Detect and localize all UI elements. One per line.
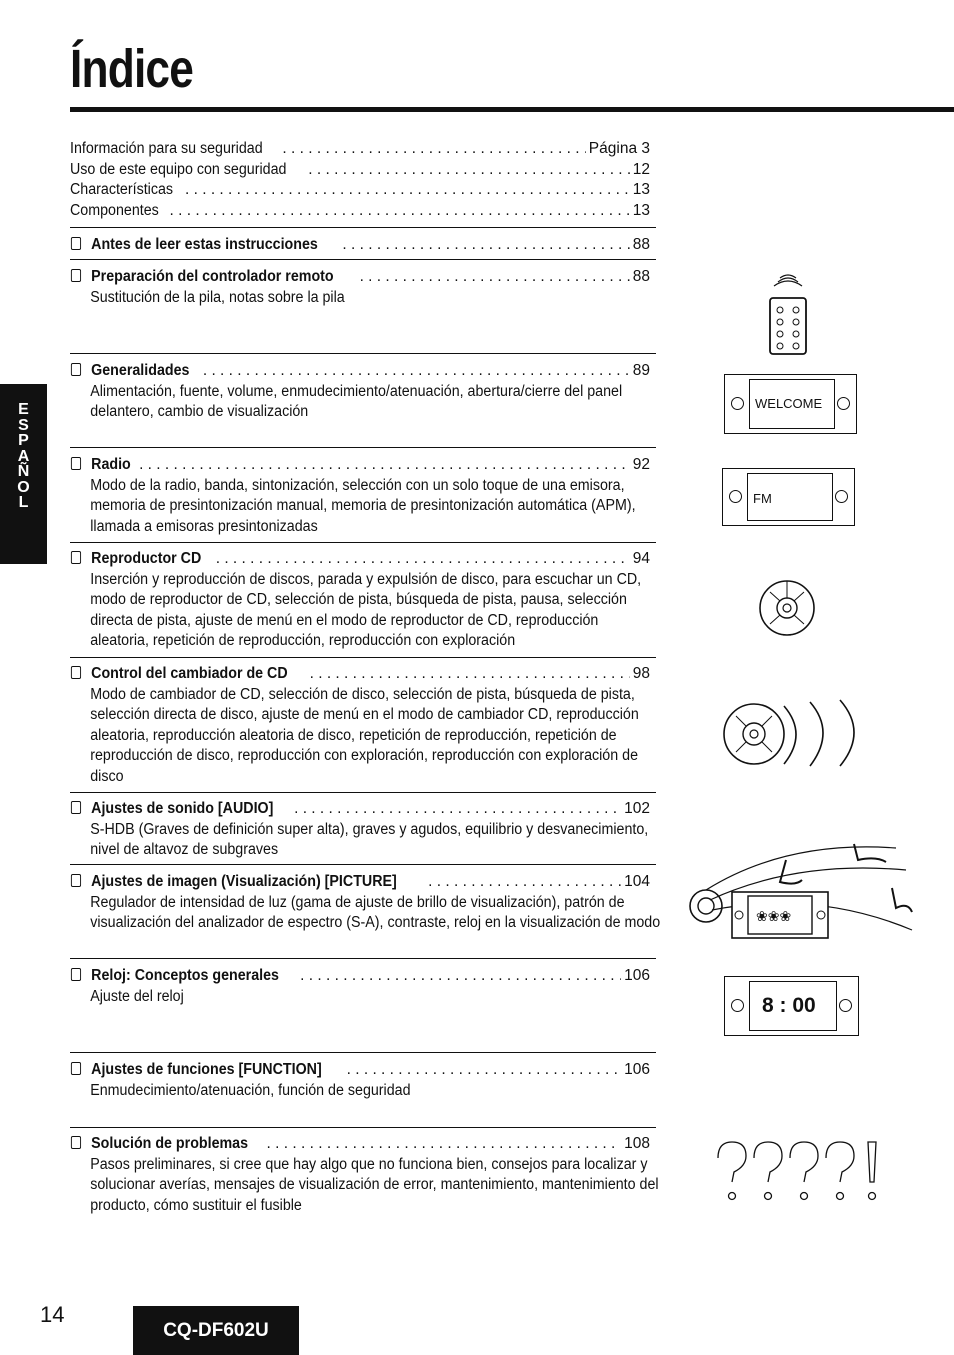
title-rule <box>70 107 954 112</box>
toc-section-description: Pasos preliminares, si cree que hay algo que no funciona bien, consejos para localizar y solucionar averías, mensajes de visualización de error, mantenimiento, mantenimiento del producto, cómo sustituir el fusible <box>90 1155 659 1214</box>
toc-section-label: Generalidades <box>91 362 190 379</box>
toc-section-page: 98 <box>632 665 650 682</box>
intro-list <box>70 139 650 221</box>
toc-section-page: 88 <box>632 236 650 253</box>
knob-icon <box>839 999 852 1012</box>
section-divider <box>70 958 656 959</box>
checkbox-icon <box>71 363 81 376</box>
toc-section-label: Preparación del controlador remoto <box>91 268 334 285</box>
knob-icon <box>837 397 850 410</box>
checkbox-icon <box>71 269 81 282</box>
toc-section-label: Antes de leer estas instrucciones <box>91 236 318 253</box>
model-label: CQ-DF602U <box>133 1306 299 1355</box>
toc-section <box>70 1060 650 1101</box>
sound-wave-icon <box>676 830 914 946</box>
knob-icon <box>731 999 744 1012</box>
toc-entry-page: 13 <box>632 181 650 199</box>
toc-section-page: 108 <box>624 1135 650 1152</box>
toc-section-heading[interactable] <box>70 267 650 288</box>
language-tab-letter: E <box>18 401 29 418</box>
toc-entry-page: Página 3 <box>588 140 650 157</box>
toc-section-page: 102 <box>624 800 650 817</box>
checkbox-icon <box>71 551 81 564</box>
checkbox-icon <box>71 968 81 981</box>
toc-section-label: Solución de problemas <box>91 1135 249 1152</box>
toc-entry-label: Información para su seguridad <box>70 140 263 157</box>
toc-section-description: Modo de la radio, banda, sintonización, selección con un solo toque de una emisora, memoria de presintonización manual, memoria de presintonización automática (APM), llamada a emisoras presintonizadas <box>90 476 636 535</box>
toc-section-page: 89 <box>632 362 650 379</box>
toc-section <box>70 267 650 308</box>
toc-section-page: 92 <box>632 456 650 473</box>
toc-section-page: 88 <box>632 268 650 285</box>
toc-section-heading[interactable] <box>70 549 650 570</box>
toc-section-page: 106 <box>624 1061 650 1078</box>
toc-section-label: Control del cambiador de CD <box>91 665 288 682</box>
toc-section-label: Ajustes de imagen (Visualización) [PICTURE] <box>91 873 397 890</box>
checkbox-icon <box>71 801 81 814</box>
language-tab-letter: L <box>18 494 29 511</box>
display-text: WELCOME <box>755 396 823 411</box>
cd-changer-icon <box>718 694 882 768</box>
checkbox-icon <box>71 1062 81 1075</box>
knob-icon <box>729 490 742 503</box>
language-tab-letter: S <box>18 416 29 434</box>
svg-text:❀❀❀: ❀❀❀ <box>756 909 792 925</box>
toc-entry-label: Uso de este equipo con seguridad <box>70 160 287 178</box>
toc-section-label: Radio <box>91 456 131 473</box>
clock-display <box>724 976 859 1036</box>
toc-section-label: Ajustes de funciones [FUNCTION] <box>91 1061 322 1078</box>
toc-section-page: 104 <box>624 873 650 890</box>
toc-section-description: Modo de cambiador de CD, selección de disco, selección de pista, búsqueda de pista, selección directa de disco, ajuste de menú en el modo de cambiador CD, reproducción aleatoria, reproducción aleatoria de disco, repetición de reproducción, repetición de reproducción de disco, reproducción con exploración, reproducción con exploración de disco <box>90 685 639 785</box>
toc-entry[interactable] <box>70 180 650 201</box>
section-divider <box>70 1127 656 1128</box>
section-divider <box>70 447 656 448</box>
toc-section-heading[interactable] <box>70 664 650 685</box>
knob-icon <box>835 490 848 503</box>
toc-entry[interactable] <box>70 139 650 160</box>
toc-section-description: Alimentación, fuente, volume, enmudecimiento/atenuación, abertura/cierre del panel delantero, cambio de visualización <box>90 382 623 421</box>
page-number: 14 <box>40 1302 65 1327</box>
question-marks-icon <box>712 1138 882 1204</box>
toc-section <box>70 1134 659 1216</box>
toc-section <box>70 361 650 423</box>
checkbox-icon <box>71 237 81 250</box>
section-divider <box>70 792 656 793</box>
toc-section <box>70 966 650 1007</box>
toc-section-description: Ajuste del reloj <box>90 987 184 1005</box>
language-tab <box>0 384 47 564</box>
toc-section-description: Inserción y reproducción de discos, parada y expulsión de disco, para escuchar un CD, modo de reproductor de CD, selección de pista, búsqueda de pista, pausa, selección directa de pista, ajuste de menú en el modo de reproductor de CD, reproducción aleatoria, repetición de reproducción, reproducción con exploración <box>90 570 642 650</box>
section-divider <box>70 542 656 543</box>
section-divider <box>70 353 656 354</box>
toc-entry-label: Characterísticas <box>70 181 174 199</box>
toc-section <box>70 235 650 256</box>
checkbox-icon <box>71 457 81 470</box>
toc-section <box>70 799 650 861</box>
language-tab-letter: A <box>17 447 30 465</box>
toc-section <box>70 872 661 934</box>
toc-section-page: 94 <box>632 550 650 567</box>
fm-display <box>722 468 855 526</box>
toc-entry[interactable] <box>70 160 650 181</box>
toc-entry-label: Componentes <box>70 201 159 219</box>
toc-section-page: 106 <box>624 967 650 984</box>
knob-icon <box>731 397 744 410</box>
toc-section-description: Enmudecimiento/atenuación, función de seguridad <box>90 1081 411 1099</box>
checkbox-icon <box>71 1136 81 1149</box>
toc-section-heading[interactable] <box>70 361 650 382</box>
toc-section-label: Reproductor CD <box>91 550 202 567</box>
section-divider <box>70 657 656 658</box>
display-text: 8 : 00 <box>762 994 816 1017</box>
language-tab-letter: O <box>17 478 30 496</box>
toc-section-heading[interactable] <box>70 872 650 893</box>
toc-section-heading[interactable] <box>70 455 650 476</box>
welcome-display <box>724 374 857 434</box>
section-divider <box>70 227 656 228</box>
toc-section-heading[interactable] <box>70 235 650 256</box>
checkbox-icon <box>71 874 81 887</box>
language-tab-letter: P <box>18 432 29 449</box>
toc-section <box>70 664 650 788</box>
cd-disc-icon <box>756 578 818 638</box>
toc-section-heading[interactable] <box>70 1134 650 1155</box>
toc-entry-page: 12 <box>632 160 650 178</box>
section-divider <box>70 864 656 865</box>
language-tab-letter: Ñ <box>17 463 30 480</box>
display-text: FM <box>753 491 772 506</box>
toc-section-description: Regulador de intensidad de luz (gama de ajuste de brillo de visualización), patrón de visualización del analizador de espectro (S-A), contraste, reloj en la visualización de modo <box>90 893 661 932</box>
remote-control-icon <box>758 270 818 358</box>
toc-section-heading[interactable] <box>70 966 650 987</box>
toc-section-label: Ajustes de sonido [AUDIO] <box>91 800 274 817</box>
page-title: Índice <box>70 39 194 99</box>
toc-section-description: S-HDB (Graves de definición super alta), graves y agudos, equilibrio y desvanecimiento, nivel de altavoz de subgraves <box>90 820 649 859</box>
toc-section-label: Reloj: Conceptos generales <box>91 967 279 984</box>
toc-entry-page: 13 <box>632 201 650 219</box>
toc-section-description: Sustitución de la pila, notas sobre la pila <box>90 288 345 306</box>
toc-entry[interactable] <box>70 201 650 222</box>
checkbox-icon <box>71 666 81 679</box>
toc-section <box>70 549 650 652</box>
toc-section <box>70 455 650 537</box>
toc-section-heading[interactable] <box>70 799 650 820</box>
section-divider <box>70 1052 656 1053</box>
toc-section-heading[interactable] <box>70 1060 650 1081</box>
section-divider <box>70 259 656 260</box>
